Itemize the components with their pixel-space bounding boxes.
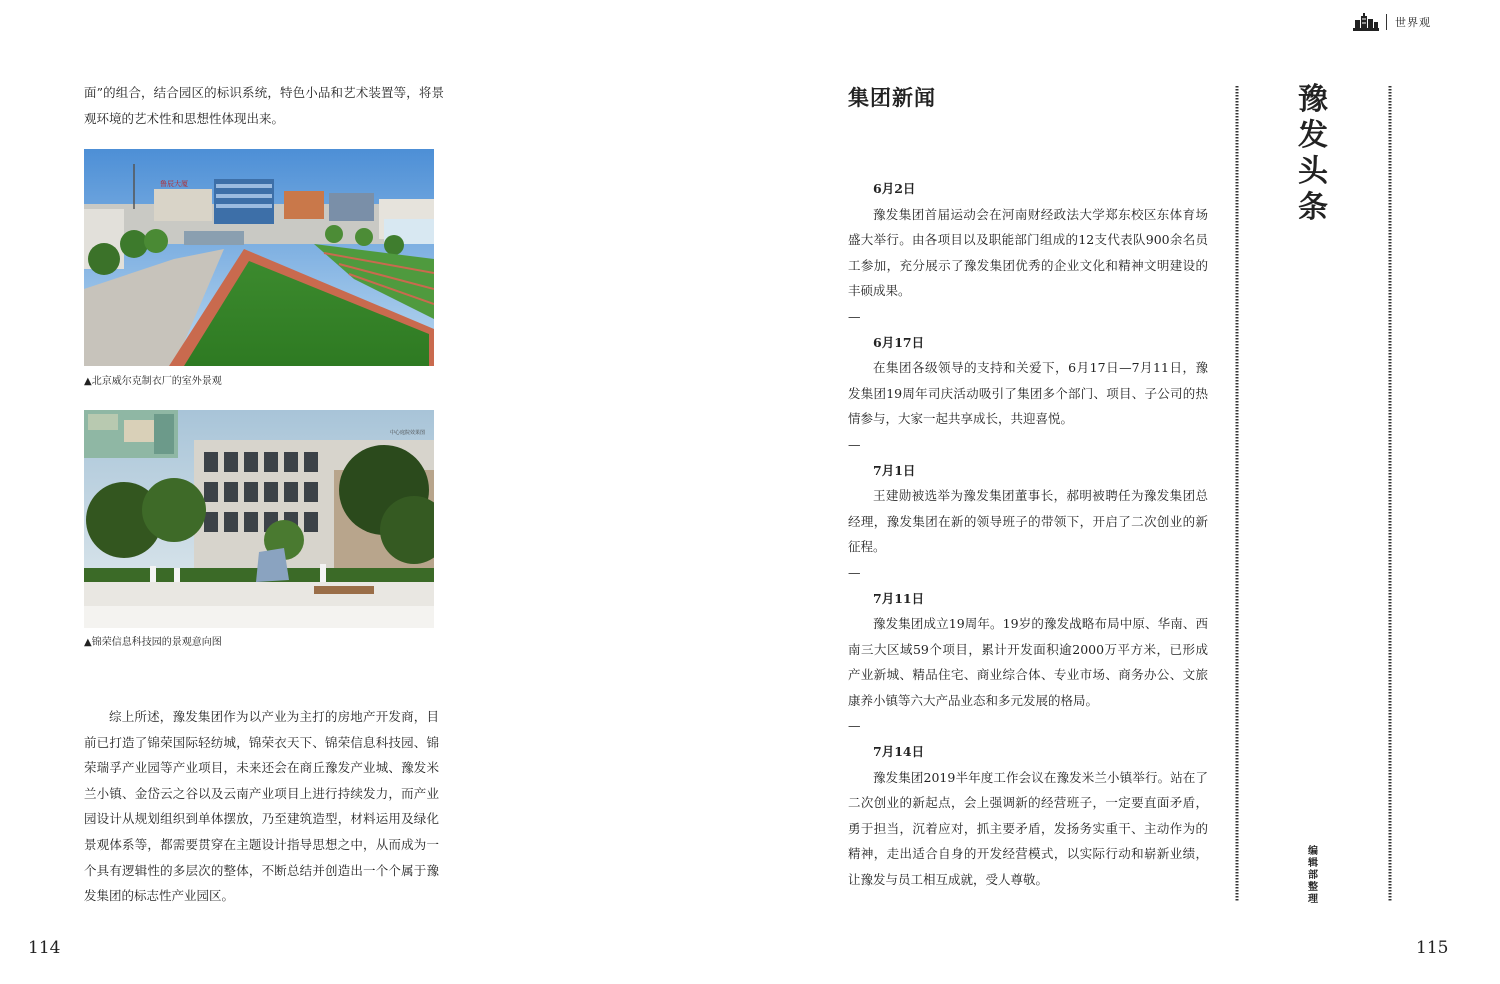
news-separator: — bbox=[848, 718, 861, 734]
section-title: 集团新闻 bbox=[848, 85, 936, 110]
news-item bbox=[848, 330, 1208, 458]
vertical-column-title: 豫发头条 bbox=[1298, 82, 1328, 225]
news-separator: — bbox=[848, 308, 861, 324]
photo-2-caption: ▲锦荣信息科技园的景观意向图 bbox=[84, 637, 222, 648]
news-item bbox=[848, 176, 1208, 330]
landscape-photo-1-image bbox=[84, 149, 434, 366]
news-text: 在集团各级领导的支持和关爱下，6月17日—7月11日，豫发集团19周年司庆活动吸引了集团多个部门、项目、子公司的热情参与，大家一起共享成长，共迎喜悦。 bbox=[848, 360, 1208, 427]
news-item bbox=[848, 739, 1208, 893]
news-item bbox=[848, 586, 1208, 740]
news-item bbox=[848, 458, 1208, 586]
page-number-right: 115 bbox=[1416, 938, 1449, 958]
landscape-photo-2 bbox=[84, 410, 434, 628]
news-text: 王建勋被选举为豫发集团董事长，郝明被聘任为豫发集团总经理，豫发集团在新的领导班子的带领下，开启了二次创业的新征程。 bbox=[848, 488, 1208, 555]
page-number-left: 114 bbox=[28, 938, 61, 958]
news-date: 7月14日 bbox=[873, 744, 925, 760]
news-separator: — bbox=[848, 564, 861, 580]
news-text: 豫发集团首届运动会在河南财经政法大学郑东校区东体育场盛大举行。由各项目以及职能部门组成的12支代表队900余名员工参加，充分展示了豫发集团优秀的企业文化和精神文明建设的丰硕成果。 bbox=[848, 206, 1208, 299]
news-text: 豫发集团2019半年度工作会议在豫发米兰小镇举行。站在了二次创业的新起点，会上强调新的经营班子，一定要直面矛盾，勇于担当，沉着应对，抓主要矛盾，发扬务实重干、主动作为的精神，走出适合自身的开发经营模式，以实际行动和崭新业绩，让豫发与员工相互成就，受人尊敬。 bbox=[848, 769, 1208, 888]
intro-paragraph: 面”的组合，结合园区的标识系统，特色小品和艺术装置等，将景观环境的艺术性和思想性体现出来。 bbox=[84, 85, 444, 126]
news-date: 6月17日 bbox=[873, 334, 925, 350]
building-sign-text: 鲁辰大厦 bbox=[160, 180, 188, 188]
editor-credit: 编辑部整理 bbox=[1308, 846, 1318, 905]
news-text: 豫发集团成立19周年。19岁的豫发战略布局中原、华南、西南三大区域59个项目，累计开发面积逾2000万平方米，已形成产业新城、精品住宅、商业综合体、专业市场、商务办公、文旅康养小镇等六大产品业态和多元发展的格局。 bbox=[848, 616, 1208, 708]
header-divider bbox=[1386, 14, 1387, 30]
render-corner-label: 中心庭院效果图 bbox=[390, 430, 426, 436]
news-date: 6月2日 bbox=[873, 181, 916, 196]
photo-1-caption: ▲北京威尔克制衣厂的室外景观 bbox=[84, 376, 222, 387]
news-list bbox=[848, 176, 1208, 893]
summary-paragraph: 综上所述，豫发集团作为以产业为主打的房地产开发商，目前已打造了锦荣国际轻纺城，锦荣衣天下、锦荣信息科技园、锦荣瑞孚产业园等产业项目，未来还会在商丘豫发产业城、豫发米兰小镇、金岱云之谷以及云南产业项目上进行持续发力，而产业园设计从规划组织到单体摆放，乃至建筑造型，材料运用及绿化景观体系等，都需要贯穿在主题设计指导思想之中，从而成为一个具有逻辑性的多层次的整体，不断总结并创造出一个个属于豫发集团的标志性产业园区。 bbox=[84, 709, 439, 904]
decorative-rule-left bbox=[1235, 86, 1239, 902]
landscape-photo-2-image bbox=[84, 410, 434, 628]
landscape-photo-1 bbox=[84, 149, 434, 366]
running-header bbox=[1352, 10, 1431, 34]
building-logo-icon bbox=[1352, 12, 1380, 32]
decorative-rule-right bbox=[1388, 86, 1392, 902]
news-date: 7月1日 bbox=[873, 462, 916, 478]
news-separator: — bbox=[848, 436, 861, 452]
news-date: 7月11日 bbox=[873, 590, 925, 606]
section-label: 世界观 bbox=[1395, 16, 1431, 29]
